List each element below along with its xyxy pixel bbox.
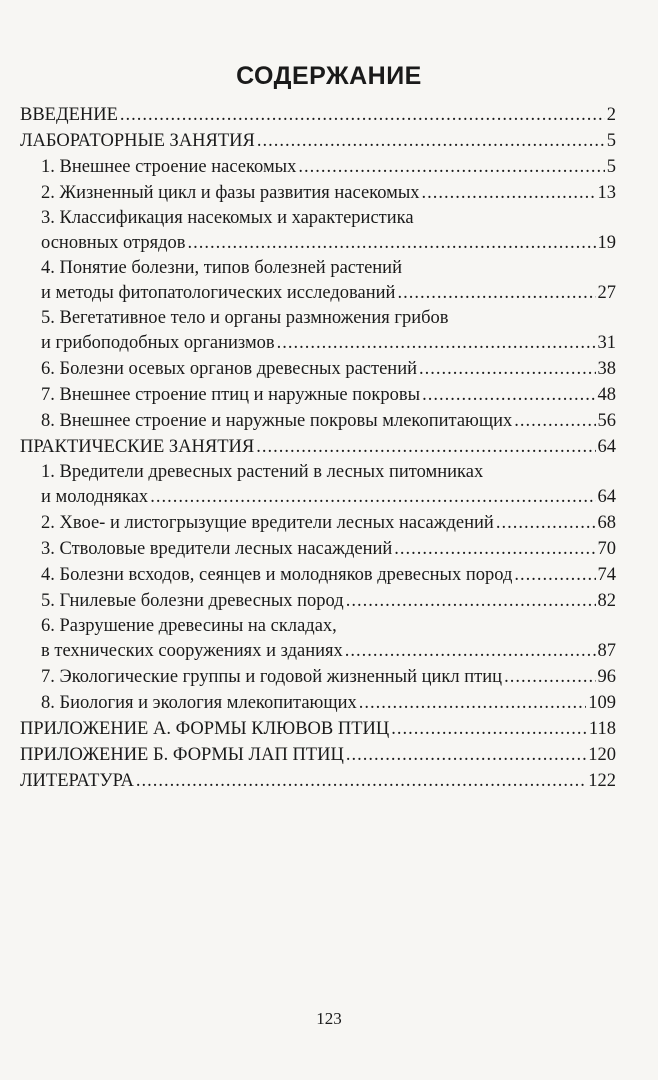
toc-entry (20, 102, 616, 128)
dot-leader (188, 230, 596, 256)
toc-entry (20, 768, 616, 794)
toc-entry-page: 96 (597, 667, 616, 687)
toc-entry-page: 122 (588, 771, 616, 791)
dot-leader (397, 280, 595, 306)
toc-entry-label: 4. Болезни всходов, сеянцев и молодняков древесных пород (41, 565, 513, 585)
page-number: 123 (316, 1009, 342, 1028)
toc-entry-label: 6. Разрушение древесины на складах, (41, 616, 337, 636)
dot-leader (394, 536, 595, 562)
toc-entry-label: 8. Биология и экология млекопитающих (41, 693, 357, 713)
toc-entry (20, 510, 616, 536)
toc-entry (20, 460, 616, 484)
toc-entry-page: 118 (588, 719, 616, 739)
toc-entry-page: 70 (597, 539, 616, 559)
toc-entry-label: основных отрядов (41, 233, 186, 253)
toc-entry (20, 614, 616, 638)
toc-entry (20, 154, 616, 180)
toc-entry-label: ЛАБОРАТОРНЫЕ ЗАНЯТИЯ (20, 131, 255, 151)
toc-entry (20, 306, 616, 330)
toc-entry-label: ПРАКТИЧЕСКИЕ ЗАНЯТИЯ (20, 437, 255, 457)
toc-entry (20, 562, 616, 588)
toc-entry-page: 68 (597, 513, 616, 533)
toc-entry-label: ЛИТЕРАТУРА (20, 771, 134, 791)
toc-entry-page: 19 (597, 233, 616, 253)
toc-entry (20, 690, 616, 716)
toc-entry (20, 180, 616, 206)
toc-entry-page: 120 (588, 745, 616, 765)
table-of-contents (20, 102, 616, 794)
toc-entry-page: 74 (597, 565, 616, 585)
dot-leader (346, 742, 586, 768)
toc-entry-label: 3. Классификация насекомых и характеристика (41, 208, 414, 228)
toc-entry (20, 408, 616, 434)
toc-entry (20, 206, 616, 230)
toc-entry (20, 664, 616, 690)
dot-leader (422, 180, 596, 206)
toc-entry-page: 13 (597, 183, 616, 203)
toc-entry-label: 8. Внешнее строение и наружные покровы млекопитающих (41, 411, 513, 431)
toc-entry-label: 7. Внешнее строение птиц и наружные покровы (41, 385, 421, 405)
toc-entry-label: 1. Вредители древесных растений в лесных питомниках (41, 462, 484, 482)
page-title: СОДЕРЖАНИЕ (236, 62, 422, 90)
toc-entry-label: 7. Экологические группы и годовой жизненный цикл птиц (41, 667, 503, 687)
toc-entry-page: 5 (606, 157, 616, 177)
toc-entry-label: 6. Болезни осевых органов древесных растений (41, 359, 417, 379)
dot-leader (120, 102, 605, 128)
dot-leader (496, 510, 596, 536)
dot-leader (346, 588, 596, 614)
toc-entry-label: 1. Внешнее строение насекомых (41, 157, 297, 177)
toc-entry-page: 48 (597, 385, 616, 405)
toc-entry-page: 56 (597, 411, 616, 431)
toc-entry (20, 434, 616, 460)
toc-entry (20, 128, 616, 154)
toc-entry-page: 27 (597, 283, 616, 303)
dot-leader (345, 638, 596, 664)
toc-entry-label: ПРИЛОЖЕНИЕ А. ФОРМЫ КЛЮВОВ ПТИЦ (20, 719, 390, 739)
toc-entry-label: 3. Стволовые вредители лесных насаждений (41, 539, 393, 559)
toc-entry (20, 280, 616, 306)
toc-entry (20, 536, 616, 562)
dot-leader (514, 562, 595, 588)
toc-entry-page: 2 (606, 105, 616, 125)
toc-entry-page: 87 (597, 641, 616, 661)
dot-leader (514, 408, 595, 434)
toc-entry (20, 230, 616, 256)
dot-leader (419, 356, 596, 382)
toc-entry-page: 64 (597, 437, 616, 457)
toc-entry-label: ПРИЛОЖЕНИЕ Б. ФОРМЫ ЛАП ПТИЦ (20, 745, 344, 765)
toc-entry-page: 38 (597, 359, 616, 379)
toc-entry-label: и грибоподобных организмов (41, 333, 275, 353)
dot-leader (256, 434, 595, 460)
toc-entry-label: 2. Жизненный цикл и фазы развития насекомых (41, 183, 420, 203)
toc-entry (20, 330, 616, 356)
toc-entry (20, 588, 616, 614)
toc-entry-page: 64 (597, 487, 616, 507)
dot-leader (504, 664, 595, 690)
toc-entry (20, 638, 616, 664)
toc-entry (20, 256, 616, 280)
dot-leader (298, 154, 604, 180)
toc-entry-page: 109 (588, 693, 616, 713)
toc-entry-page: 82 (597, 591, 616, 611)
toc-entry-page: 5 (606, 131, 616, 151)
toc-entry (20, 716, 616, 742)
toc-entry-label: 4. Понятие болезни, типов болезней растений (41, 258, 402, 278)
dot-leader (257, 128, 605, 154)
toc-entry (20, 356, 616, 382)
dot-leader (359, 690, 587, 716)
dot-leader (277, 330, 596, 356)
toc-entry-label: и методы фитопатологических исследований (41, 283, 396, 303)
toc-entry-label: и молодняках (41, 487, 149, 507)
toc-entry-label: 2. Хвое- и листогрызущие вредители лесных насаждений (41, 513, 494, 533)
toc-entry-label: ВВЕДЕНИЕ (20, 105, 118, 125)
dot-leader (391, 716, 587, 742)
toc-entry-page: 31 (597, 333, 616, 353)
dot-leader (150, 484, 595, 510)
toc-entry (20, 484, 616, 510)
toc-entry-label: 5. Вегетативное тело и органы размножения грибов (41, 308, 449, 328)
toc-entry (20, 742, 616, 768)
dot-leader (422, 382, 595, 408)
dot-leader (136, 768, 586, 794)
toc-entry (20, 382, 616, 408)
toc-entry-label: в технических сооружениях и зданиях (41, 641, 343, 661)
toc-entry-label: 5. Гнилевые болезни древесных пород (41, 591, 344, 611)
